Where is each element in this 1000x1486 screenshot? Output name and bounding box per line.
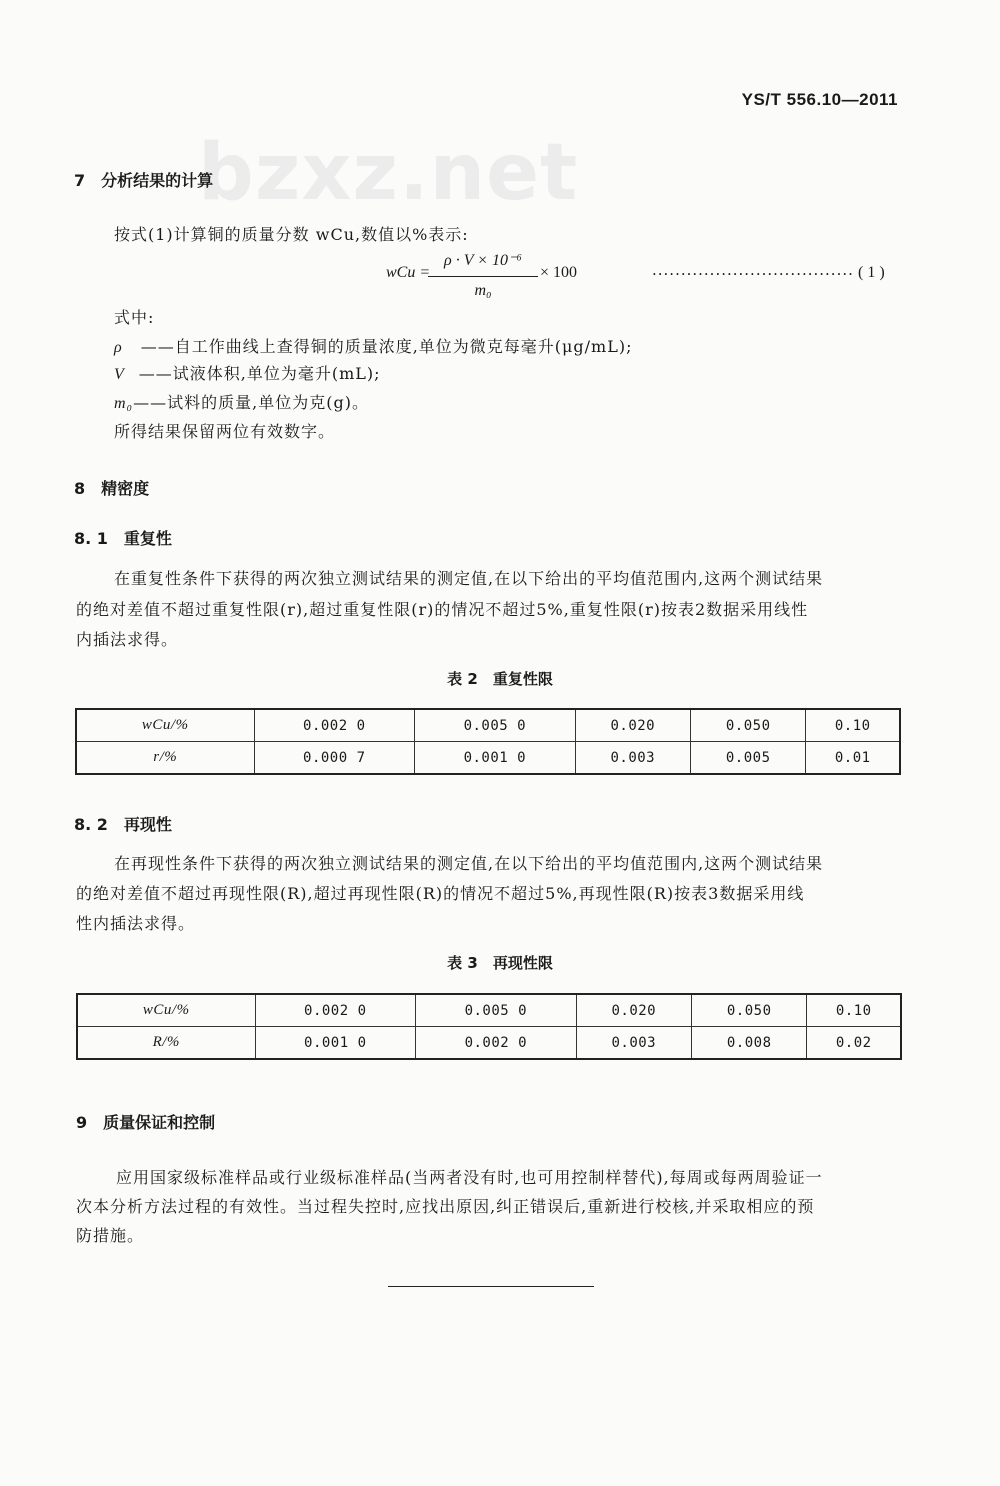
- section-8-2-heading: [74, 812, 172, 835]
- section-8-1-heading: [74, 526, 172, 549]
- table-3-title: 表 3 再现性限: [447, 954, 553, 972]
- def-symbol: ρ: [114, 339, 123, 356]
- formula-factor: × 100: [540, 264, 578, 281]
- table-cell: 0.002 0: [255, 994, 416, 1027]
- row-label: r/%: [76, 742, 254, 775]
- section-title: 再现性: [123, 815, 172, 834]
- section-number: 7: [74, 171, 86, 190]
- table-cell: 0.002 0: [254, 709, 415, 742]
- formula-numerator: ρ · V × 10⁻⁶: [444, 252, 522, 269]
- table-cell: 0.003: [575, 742, 690, 775]
- formula-lhs: wCu =: [386, 264, 431, 281]
- table-cell: 0.001 0: [415, 742, 576, 775]
- formula-label: ( 1 ): [858, 264, 885, 281]
- table-cell: 0.008: [692, 1027, 807, 1060]
- table-cell: 0.005 0: [415, 709, 576, 742]
- row-label: wCu/%: [77, 994, 255, 1027]
- quality-line-2: 次本分析方法过程的有效性。当过程失控时,应找出原因,纠正错误后,重新进行校核,并采取相应的预: [76, 1197, 815, 1216]
- table-cell: 0.01: [806, 742, 900, 775]
- repeatability-line-3: 内插法求得。: [76, 630, 179, 649]
- section-number: 8. 2: [74, 815, 108, 834]
- table-row: [77, 994, 901, 1027]
- section-number: 9: [76, 1113, 88, 1132]
- where-label: 式中:: [114, 308, 155, 327]
- def-text: ——试液体积,单位为毫升(mL);: [138, 364, 381, 383]
- table-row: [77, 1027, 901, 1060]
- section-title: 质量保证和控制: [103, 1113, 216, 1132]
- table-2-repeatability: [75, 708, 901, 775]
- table-cell: 0.002 0: [416, 1027, 577, 1060]
- table-cell: 0.02: [807, 1027, 901, 1060]
- quality-line-1: 应用国家级标准样品或行业级标准样品(当两者没有时,也可用控制样替代),每周或每两周验证一: [116, 1168, 823, 1187]
- def-text: ——试料的质量,单位为克(g)。: [133, 393, 369, 412]
- table-cell: 0.10: [807, 994, 901, 1027]
- table-3-reproducibility: [76, 993, 902, 1060]
- rounding-note: 所得结果保留两位有效数字。: [114, 422, 336, 441]
- section-7-heading: [74, 168, 213, 191]
- standard-code: YS/T 556.10—2011: [741, 90, 898, 109]
- section-title: 重复性: [123, 529, 172, 548]
- section-title: 精密度: [101, 479, 150, 498]
- table-2-title: 表 2 重复性限: [447, 670, 553, 688]
- reproducibility-line-2: 的绝对差值不超过再现性限(R),超过再现性限(R)的情况不超过5%,再现性限(R)按表3数据采用线: [76, 884, 805, 903]
- section-title: 分析结果的计算: [101, 171, 214, 190]
- table-cell: 0.001 0: [255, 1027, 416, 1060]
- definition-rho: [114, 333, 632, 361]
- definition-m0: [114, 389, 369, 417]
- table-row: [76, 742, 900, 775]
- fraction-bar: [428, 276, 538, 277]
- reproducibility-line-1: 在再现性条件下获得的两次独立测试结果的测定值,在以下给出的平均值范围内,这两个测试结果: [114, 854, 824, 873]
- section-number: 8: [74, 479, 86, 498]
- table-cell: 0.050: [691, 709, 806, 742]
- quality-line-3: 防措施。: [76, 1226, 145, 1245]
- section-number: 8. 1: [74, 529, 108, 548]
- table-cell: 0.020: [576, 994, 691, 1027]
- table-cell: 0.005 0: [416, 994, 577, 1027]
- formula-intro: 按式(1)计算铜的质量分数 wCu,数值以%表示:: [114, 225, 469, 244]
- definition-V: [114, 360, 381, 388]
- def-symbol: V: [114, 366, 125, 383]
- table-row: [76, 709, 900, 742]
- formula-fraction: [428, 250, 538, 301]
- reproducibility-line-3: 性内插法求得。: [76, 914, 196, 933]
- row-label: R/%: [77, 1027, 255, 1060]
- table-cell: 0.003: [576, 1027, 691, 1060]
- formula-denominator: m₀: [474, 282, 492, 299]
- watermark: bzxz.net: [198, 128, 579, 218]
- table-cell: 0.050: [692, 994, 807, 1027]
- row-label: wCu/%: [76, 709, 254, 742]
- repeatability-line-2: 的绝对差值不超过重复性限(r),超过重复性限(r)的情况不超过5%,重复性限(r)按表2数据采用线性: [76, 600, 809, 619]
- table-cell: 0.005: [691, 742, 806, 775]
- end-rule: [388, 1286, 594, 1287]
- table-cell: 0.000 7: [254, 742, 415, 775]
- repeatability-line-1: 在重复性条件下获得的两次独立测试结果的测定值,在以下给出的平均值范围内,这两个测试结果: [114, 569, 824, 588]
- table-cell: 0.10: [806, 709, 900, 742]
- table-cell: 0.020: [575, 709, 690, 742]
- section-8-heading: [74, 476, 149, 499]
- formula-leader-dots: ···································: [652, 265, 854, 283]
- section-9-heading: [76, 1110, 215, 1133]
- def-symbol: m₀: [114, 395, 134, 412]
- def-text: ——自工作曲线上查得铜的质量浓度,单位为微克每毫升(μg/mL);: [140, 337, 633, 356]
